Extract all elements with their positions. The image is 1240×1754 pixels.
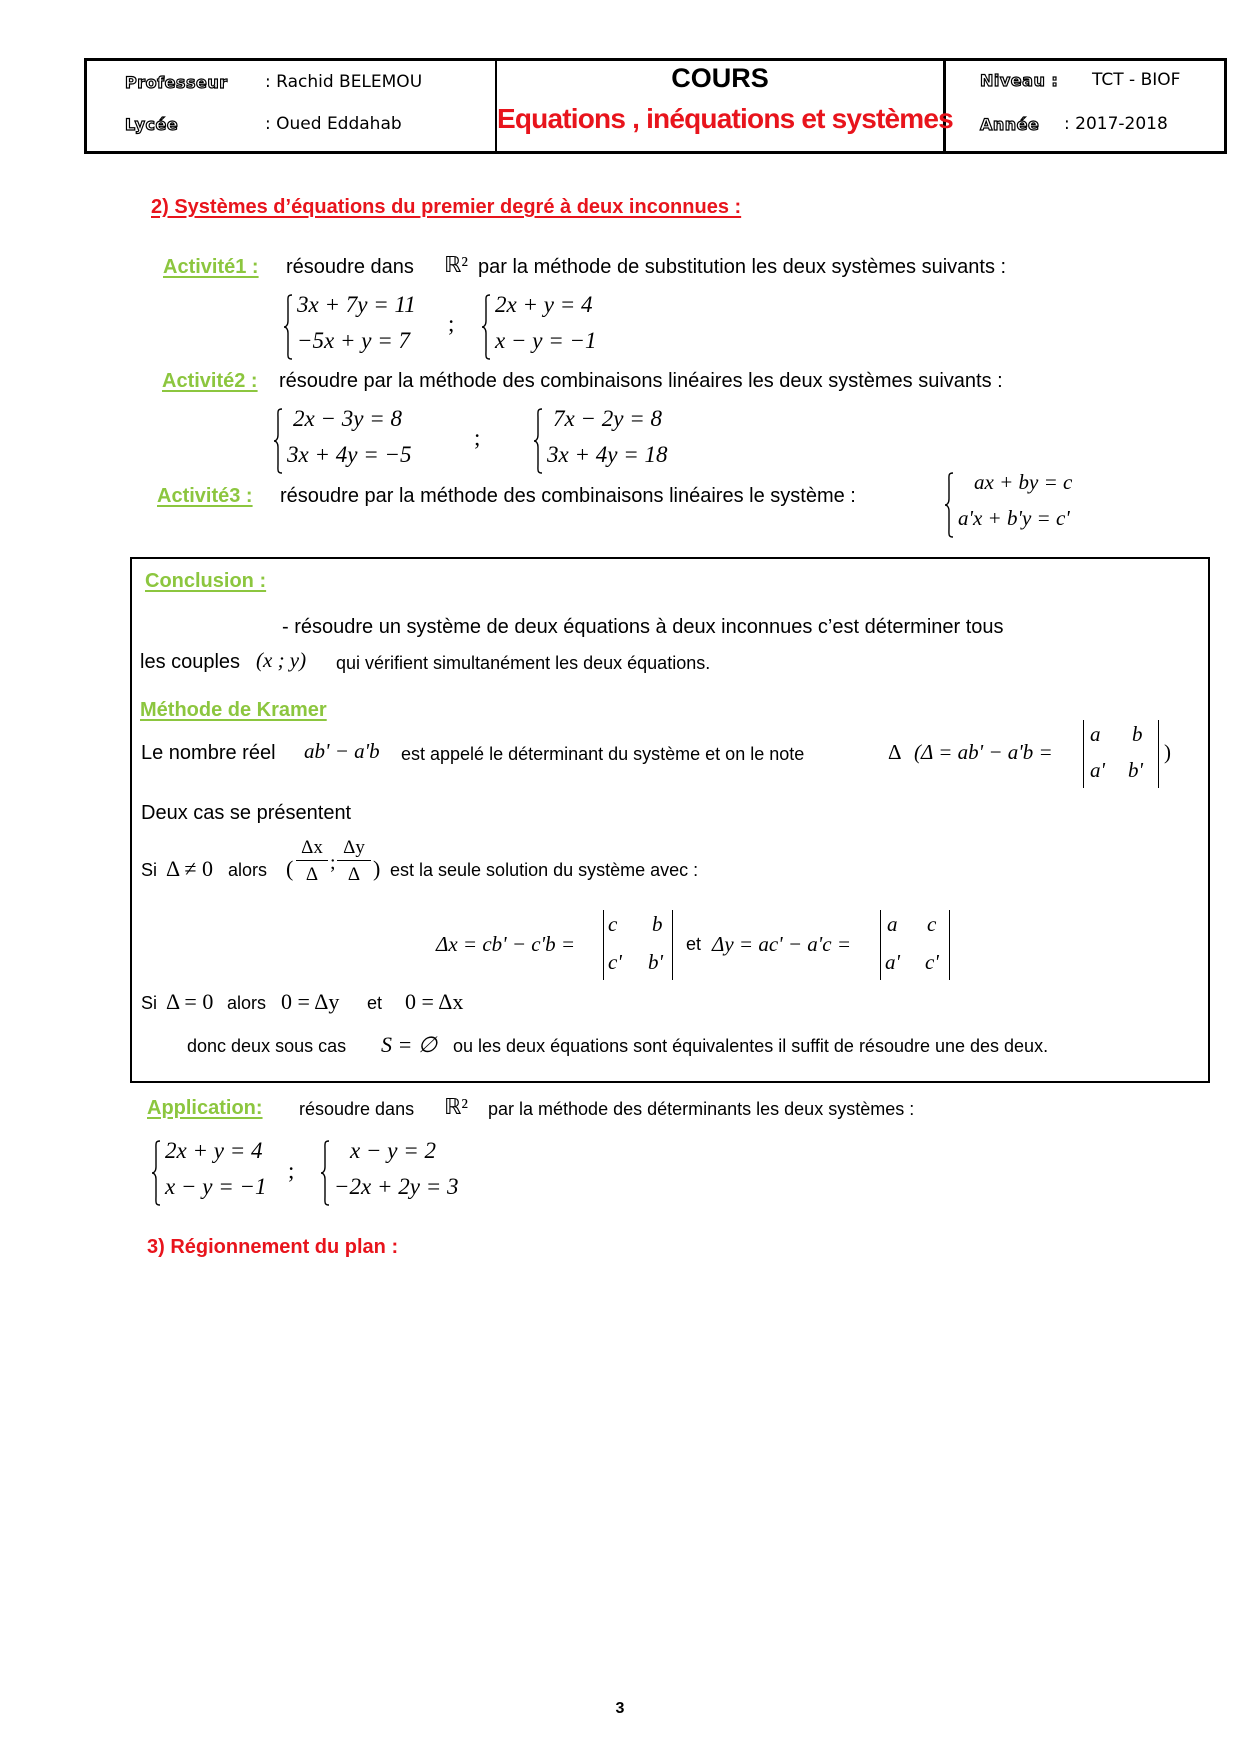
equation: x − y = −1 (165, 1174, 267, 1199)
subcases-text-a: donc deux sous cas (187, 1036, 347, 1056)
matrix-entry: a' (1090, 758, 1105, 782)
r2-symbol: ℝ² (444, 252, 469, 277)
brace-icon (533, 408, 543, 474)
kramer-line-1b: est appelé le déterminant du système et on le note (401, 744, 805, 764)
application-label: Application: (147, 1097, 263, 1119)
si-label: Si (141, 993, 158, 1013)
niveau-label: Niveau : (980, 71, 1059, 90)
sol-open-paren: ( (286, 856, 294, 881)
numerator-dy: Δy (337, 836, 371, 861)
sol-separator: ; (330, 852, 336, 874)
prof-label: Professeur (125, 73, 228, 92)
activite1-text-b: par la méthode de substitution les deux systèmes suivants : (478, 256, 1007, 278)
header-table (84, 58, 1227, 154)
dy-definition: Δy = ac' − a'c = (712, 932, 852, 956)
lycee-value: : Oued Eddahab (265, 114, 402, 134)
system-separator: ; (448, 311, 455, 336)
kramer-line-1a: Le nombre réel (141, 742, 276, 764)
course-title: Equations , inéquations et systèmes (497, 103, 953, 134)
sol-close-paren: ) (373, 856, 381, 881)
alors-label: alors (227, 993, 267, 1013)
equation: −2x + 2y = 3 (334, 1174, 459, 1199)
equation: 2x + y = 4 (495, 292, 593, 317)
activite3-text: résoudre par la méthode des combinaisons linéaires le système : (280, 485, 856, 507)
system-separator: ; (288, 1158, 295, 1183)
numerator-dx: Δx (296, 836, 328, 861)
equation: x − y = 2 (350, 1138, 436, 1163)
matrix-entry: c' (608, 950, 622, 974)
denominator: Δ (305, 864, 319, 885)
niveau-value: TCT - BIOF (1092, 70, 1181, 90)
matrix-entry: b (1132, 722, 1143, 746)
equation: 3x + 4y = −5 (287, 442, 412, 467)
determinant-definition: (Δ = ab' − a'b = (914, 740, 1053, 764)
section-2-title: 2) Systèmes d’équations du premier degré à deux inconnues : (151, 196, 742, 218)
brace-icon (273, 408, 283, 474)
denominator: Δ (347, 864, 361, 885)
brace-icon (481, 294, 491, 360)
dy-matrix (880, 910, 950, 980)
conclusion-line-1: - résoudre un système de deux équations à deux inconnues c’est déterminer tous (282, 616, 1004, 638)
si-label: Si (141, 860, 158, 880)
equation: 2x + y = 4 (165, 1138, 263, 1163)
annee-label: Année (980, 115, 1040, 134)
matrix-entry: b' (1128, 758, 1143, 782)
kramer-label: Méthode de Kramer (140, 699, 327, 721)
cours-label: COURS (671, 63, 769, 93)
activite1-label: Activité1 : (163, 256, 259, 278)
equation: 3x + 4y = 18 (547, 442, 668, 467)
brace-icon (944, 472, 954, 538)
matrix-entry: a (1090, 722, 1101, 746)
condition-delta-nonzero: Δ ≠ 0 (166, 856, 214, 881)
prof-value: : Rachid BELEMOU (265, 72, 423, 92)
equation: a'x + b'y = c' (958, 506, 1070, 530)
equation: 3x + 7y = 11 (297, 292, 416, 317)
brace-icon (320, 1140, 330, 1206)
brace-icon (151, 1140, 161, 1206)
close-paren: ) (1164, 740, 1171, 764)
matrix-entry: c (927, 912, 937, 936)
empty-set: S = ∅ (381, 1032, 438, 1057)
conclusion-line-2b: qui vérifient simultanément les deux équations. (336, 653, 711, 673)
condition-dy-zero: 0 = Δy (281, 989, 340, 1014)
determinant-expression: ab' − a'b (304, 739, 380, 763)
activite2-label: Activité2 : (162, 370, 258, 392)
matrix-entry: b' (648, 950, 663, 974)
equation: ax + by = c (974, 470, 1073, 494)
lycee-label: Lycée (125, 115, 179, 134)
header-cell-level (946, 61, 1224, 151)
dx-definition: Δx = cb' − c'b = (436, 932, 576, 956)
matrix-entry: a' (885, 950, 900, 974)
conclusion-line-2a: les couples (140, 651, 241, 673)
et-label: et (367, 993, 383, 1013)
application-text-a: résoudre dans (299, 1099, 415, 1119)
application-text-b: par la méthode des déterminants les deux systèmes : (488, 1099, 915, 1119)
determinant-matrix (1083, 720, 1159, 788)
annee-value: : 2017-2018 (1064, 114, 1168, 134)
condition-delta-zero: Δ = 0 (166, 989, 214, 1014)
header-cell-title (497, 61, 953, 151)
r2-symbol: ℝ² (444, 1094, 469, 1119)
solution-text: est la seule solution du système avec : (390, 860, 699, 880)
activite1-text-a: résoudre dans (286, 256, 414, 278)
condition-dx-zero: 0 = Δx (405, 989, 464, 1014)
delta-symbol: Δ (888, 740, 902, 764)
matrix-entry: b (652, 912, 663, 936)
matrix-entry: c' (925, 950, 939, 974)
fraction-dy (337, 836, 371, 889)
matrix-entry: a (887, 912, 898, 936)
dx-matrix (603, 910, 673, 980)
header-cell-teacher (87, 61, 497, 151)
cases-heading: Deux cas se présentent (141, 802, 352, 824)
conclusion-label: Conclusion : (145, 570, 267, 592)
system-separator: ; (474, 425, 481, 450)
section-3-title: 3) Régionnement du plan : (147, 1236, 399, 1258)
equation: −5x + y = 7 (297, 328, 410, 353)
equation: 7x − 2y = 8 (553, 406, 662, 431)
activite2-text: résoudre par la méthode des combinaisons linéaires les deux systèmes suivants : (279, 370, 1003, 392)
page-number: 3 (615, 1700, 625, 1717)
equation: x − y = −1 (495, 328, 597, 353)
activite3-label: Activité3 : (157, 485, 253, 507)
subcases-text-b: ou les deux équations sont équivalentes il suffit de résoudre une des deux. (453, 1036, 1049, 1056)
couple-xy: (x ; y) (256, 648, 307, 672)
brace-icon (283, 294, 293, 360)
equation: 2x − 3y = 8 (293, 406, 402, 431)
fraction-dx (296, 836, 328, 889)
alors-label: alors (228, 860, 268, 880)
et-label: et (686, 934, 702, 954)
matrix-entry: c (608, 912, 618, 936)
